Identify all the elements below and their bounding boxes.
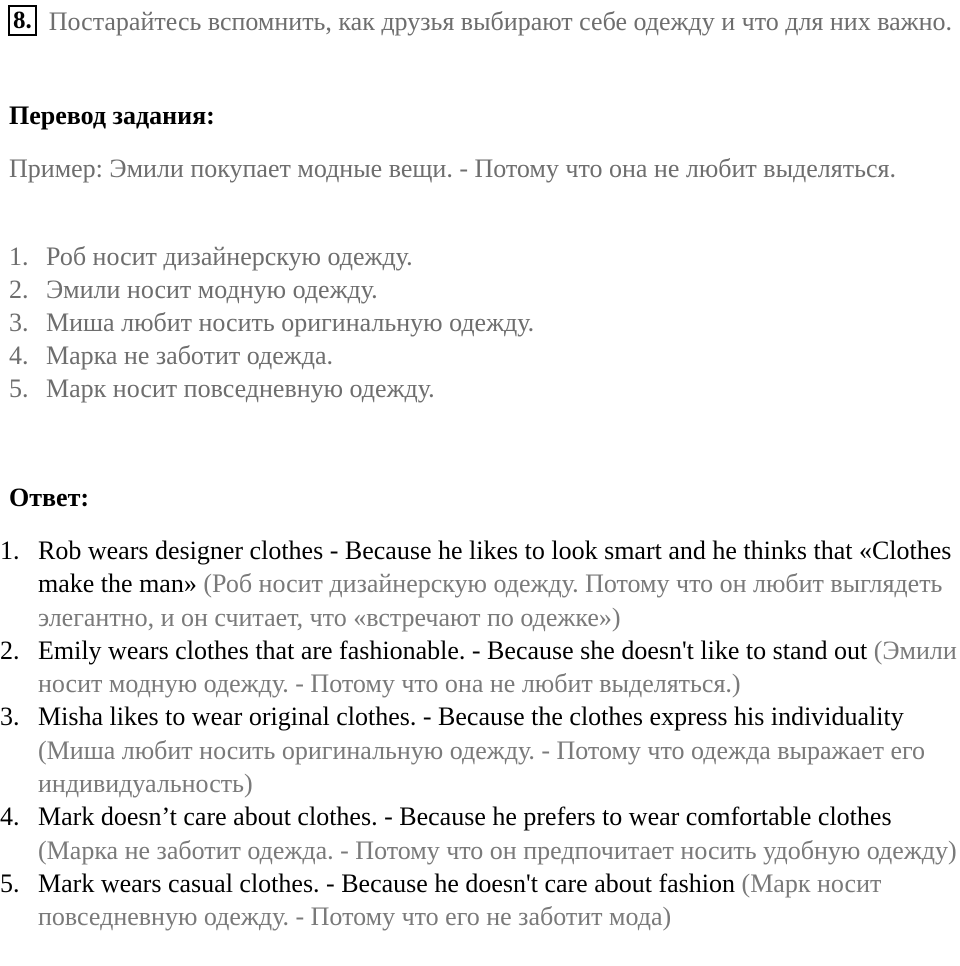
- task-number-badge: 8.: [8, 5, 37, 36]
- item-number: 1.: [9, 242, 29, 271]
- item-text: Марк носит повседневную одежду.: [46, 374, 435, 403]
- answer-item: [0, 800, 958, 867]
- answer-russian: (Роб носит дизайнерскую одежду. Потому что он любит выглядеть элегантно, и он считает, что «встречают по одежке»): [38, 569, 943, 632]
- answer-body: [38, 700, 958, 800]
- answer-russian: (Миша любит носить оригинальную одежду. - Потому что одежда выражает его индивидуальность): [38, 735, 926, 799]
- task-statement: [8, 4, 953, 40]
- answer-body: [38, 800, 958, 867]
- answer-russian: (Марка не заботит одежда. - Потому что он предпочитает носить удобную одежду): [38, 835, 957, 865]
- answer-body: [38, 534, 958, 634]
- translation-heading: Перевод задания:: [9, 101, 215, 130]
- answer-item: [0, 867, 958, 934]
- answer-heading: Ответ:: [9, 483, 90, 512]
- translation-item: [9, 273, 534, 306]
- item-text: Марка не заботит одежда.: [46, 341, 333, 370]
- answer-english: Rob wears designer clothes - Because he likes to look smart and he thinks that «Clothes make the man»: [38, 536, 952, 599]
- item-text: Миша любит носить оригинальную одежду.: [46, 308, 535, 337]
- item-number: 5.: [9, 374, 29, 403]
- translation-item: [9, 372, 534, 405]
- answer-number: 2.: [0, 635, 20, 665]
- answer-item: [0, 634, 958, 701]
- answer-english: Emily wears clothes that are fashionable. - Because she doesn't like to stand out: [38, 635, 868, 665]
- item-text: Роб носит дизайнерскую одежду.: [46, 242, 413, 271]
- answer-russian: (Эмили носит модную одежду. - Потому что она не любит выделяться.): [38, 635, 957, 699]
- item-number: 2.: [9, 275, 29, 304]
- task-text: Постарайтесь вспомнить, как друзья выбирают себе одежду и что для них важно.: [48, 7, 953, 36]
- answer-english: Mark doesn’t care about clothes. - Because he prefers to wear comfortable clothes: [38, 802, 892, 832]
- answer-number: 3.: [0, 702, 20, 732]
- answer-body: [38, 634, 958, 701]
- answer-item: [0, 700, 958, 800]
- translation-example: Пример: Эмили покупает модные вещи. - Потому что она не любит выделяться.: [9, 154, 896, 183]
- translation-list: [9, 240, 534, 405]
- translation-item: [9, 240, 534, 273]
- answer-number: 5.: [0, 868, 20, 898]
- item-text: Эмили носит модную одежду.: [46, 275, 378, 304]
- answer-english: Mark wears casual clothes. - Because he doesn't care about fashion: [38, 868, 736, 898]
- translation-item: [9, 339, 534, 372]
- item-number: 4.: [9, 341, 29, 370]
- answer-body: [38, 867, 958, 934]
- answer-english: Misha likes to wear original clothes. - Because the clothes express his individuality: [38, 702, 904, 732]
- answer-list: [0, 534, 958, 934]
- answer-russian: (Марк носит повседневную одежду. - Потому что его не заботит мода): [38, 868, 882, 932]
- answer-number: 4.: [0, 802, 20, 832]
- answer-number: 1.: [0, 536, 20, 565]
- item-number: 3.: [9, 308, 29, 337]
- answer-item: [0, 534, 958, 634]
- translation-item: [9, 306, 534, 339]
